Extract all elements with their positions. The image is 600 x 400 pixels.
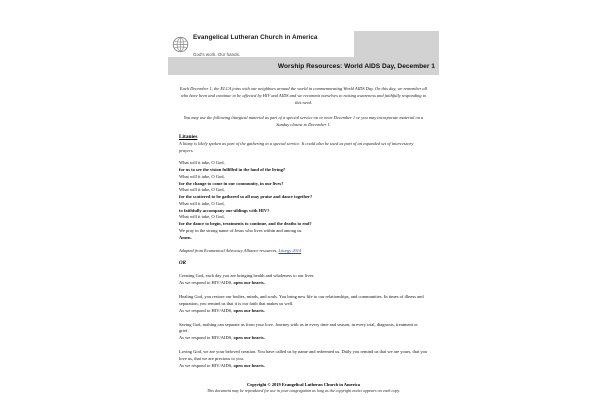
- section-heading-litanies: Litanies: [179, 134, 198, 141]
- prayer-stanza: [179, 294, 428, 314]
- document-body: [163, 75, 444, 369]
- litany-line: Amen.: [179, 234, 192, 240]
- response-lead: As we respond to HIV/AIDS,: [179, 335, 234, 341]
- prayer-stanza-response: [179, 335, 428, 342]
- organization-tagline: God's work. Our hands.: [193, 52, 241, 57]
- copyright-line: Copyright © 2019 Evangelical Lutheran Church in America: [247, 382, 360, 388]
- litany-line: for the change to come in our community, in our lives?: [179, 180, 284, 186]
- reproduction-notice: This document may be reproduced for use in your congregation as long as the copyright notice appears on each copy.: [206, 388, 401, 394]
- logo-text-block: [193, 27, 354, 61]
- litany-line: What will it take, O God,: [179, 160, 225, 166]
- prayer-stanza: [179, 322, 428, 342]
- prayer-stanza-body: Loving God, we are your beloved creation. You have called us by name and redeemed us. Daily you remind us that we are yours, that you love us, that we are precious to you.: [179, 348, 428, 361]
- litany-line: What will it take, O God,: [179, 173, 225, 179]
- litany-line: What will it take, O God,: [179, 214, 225, 220]
- prayer-stanza: [179, 273, 428, 287]
- document-footer: [179, 382, 428, 394]
- intro-paragraph-1: Each December 1, the ELCA joins with our neighbors around the world in commemorating World AIDS Day. On this day, we remember all who have been and continue to be affected by HIV and AIDS and we recommit ourselves to raising awareness and faithfully responding to this need.: [179, 86, 428, 106]
- litany-line: What will it take, O God,: [179, 200, 225, 206]
- prayer-stanza: [179, 349, 428, 369]
- prayer-stanza-body: Saving God, nothing can separate us from your love. Journey with us in every time and season, in every trial, diagnosis, treatment or grief.: [179, 321, 418, 334]
- introduction-section: [179, 85, 428, 128]
- litany-line: for us to see the vision fulfilled in the land of the living?: [179, 167, 286, 173]
- prayer-stanza-body: Creating God, each day you are bringing health and wholeness to our lives.: [179, 273, 315, 279]
- response-lead: As we respond to HIV/AIDS,: [179, 280, 234, 286]
- litany-line: We pray in the strong name of Jesus who lives within and among us.: [179, 227, 303, 233]
- or-divider: OR: [179, 261, 186, 267]
- prayer-stanzas: [179, 273, 428, 369]
- organization-logo-block: [168, 31, 354, 57]
- prayer-stanza-response: [179, 363, 428, 370]
- document-header: [168, 31, 439, 75]
- litany-line: to faithfully accompany our siblings with HIV?: [179, 207, 270, 213]
- litany-line: for the dance to begin, treatments to continue, and the deaths to end?: [179, 221, 312, 227]
- litany-line: for the scattered to be gathered so all may praise and dance together?: [179, 194, 313, 200]
- litany-attribution: [179, 248, 428, 253]
- response-bold: open our hearts.: [233, 280, 265, 286]
- attribution-text: Adapted from Ecumenical Advocacy Alliance resources,: [179, 248, 278, 254]
- litany-line: What will it take, O God,: [179, 187, 225, 193]
- response-bold: open our hearts.: [233, 335, 265, 341]
- page-title: Worship Resources: World AIDS Day, December 1: [277, 63, 435, 70]
- response-bold: open our hearts.: [233, 362, 265, 368]
- prayer-stanza-response: [179, 308, 428, 315]
- prayer-stanza-response: [179, 280, 428, 287]
- liturgy-source-link[interactable]: Liturgy 2014: [278, 248, 302, 254]
- prayer-stanza-body: Healing God, you restore our bodies, minds, and souls. You bring new life to our relationships, and communities. In times of illness and separation, you remind us that it is our faith that makes us well.: [179, 294, 424, 306]
- response-bold: open our hearts.: [233, 307, 265, 313]
- document-page: [163, 14, 444, 400]
- organization-name: Evangelical Lutheran Church in America: [193, 34, 318, 42]
- response-lead: As we respond to HIV/AIDS,: [179, 307, 234, 313]
- response-lead: As we respond to HIV/AIDS,: [179, 362, 234, 368]
- intro-paragraph-2: You may use the following liturgical material as part of a special service on or near December 1 or you may incorporate material on a Sunday closest to December 1.: [183, 114, 424, 127]
- litany-lines: [179, 160, 428, 241]
- elca-globe-cross-icon: [172, 36, 189, 53]
- litany-rubric: A litany is likely spoken as part of the gathering in a special service. It could also be used as part of an expanded set of intercessory prayers.: [179, 141, 414, 153]
